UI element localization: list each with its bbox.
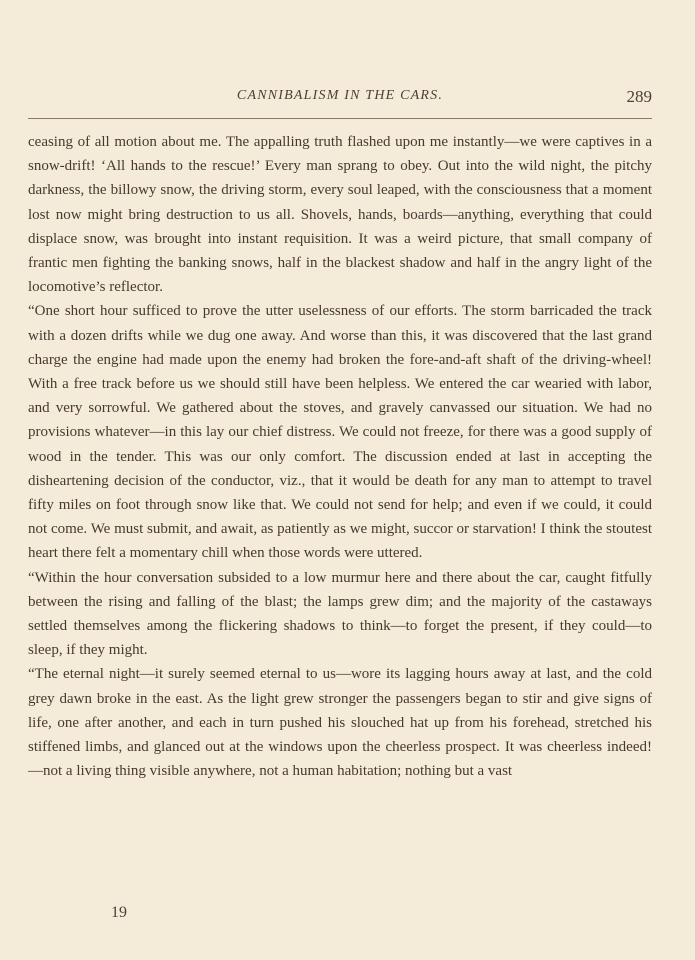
paragraph-1: ceasing of all motion about me. The appalling truth flashed upon me instantly—we were captives in a snow-drift! ‘All hands to the rescue!’ Every man sprang to obey. Out into the wild night, the pitchy darkness, the billowy snow, the driving storm, every soul leaped, with the consciousness that a moment lost now might bring destruction to us all. Shovels, hands, boards—anything, everything that could displace snow, was brought into instant requisition. It was a weird picture, that small company of frantic men fighting the banking snows, half in the blackest shadow and half in the angry light of the locomotive’s reflector. (28, 134, 652, 296)
header-rule (28, 118, 652, 119)
paragraph-2: “One short hour sufficed to prove the utter uselessness of our efforts. The storm barricaded the track with a dozen drifts while we dug one away. And worse than this, it was discovered that the last grand charge the engine had made upon the enemy had broken the fore-and-aft shaft of the driving-wheel! With a free track before us we should still have been helpless. We entered the car wearied with labor, and very sorrowful. We gathered about the stoves, and gravely canvassed our situation. We had no provisions whatever—in this lay our chief distress. We could not freeze, for there was a good supply of wood in the tender. This was our only comfort. The discussion ended at last in accepting the disheartening decision of the conductor, viz., that it would be death for any man to attempt to travel fifty miles on foot through snow like that. We could not send for help; and even if we could, it could not come. We must submit, and await, as patiently as we might, succor or starvation! I think the stoutest heart there felt a momentary chill when those words were uttered. (28, 303, 652, 562)
page-number: 289 (626, 87, 652, 106)
paragraph-4: “The eternal night—it surely seemed eternal to us—wore its lagging hours away at last, and the cold grey dawn broke in the east. As the light grew stronger the passengers began to stir and give signs of life, one after another, and each in turn pushed his slouched hat up from his forehead, stretched his stiffened limbs, and glanced out at the windows upon the cheerless prospect. It was cheerless indeed! —not a living thing visible anywhere, not a human habitation; nothing but a vast (28, 666, 652, 780)
running-head (28, 88, 652, 108)
body-text (28, 130, 652, 783)
running-title: CANNIBALISM IN THE CARS. (236, 88, 444, 103)
signature-mark: 19 (111, 904, 127, 921)
paragraph-3: “Within the hour conversation subsided to a low murmur here and there about the car, caught fitfully between the rising and falling of the blast; the lamps grew dim; and the majority of the castaways settled themselves among the flickering shadows to think—to forget the present, if they could—to sleep, if they might. (28, 569, 652, 659)
